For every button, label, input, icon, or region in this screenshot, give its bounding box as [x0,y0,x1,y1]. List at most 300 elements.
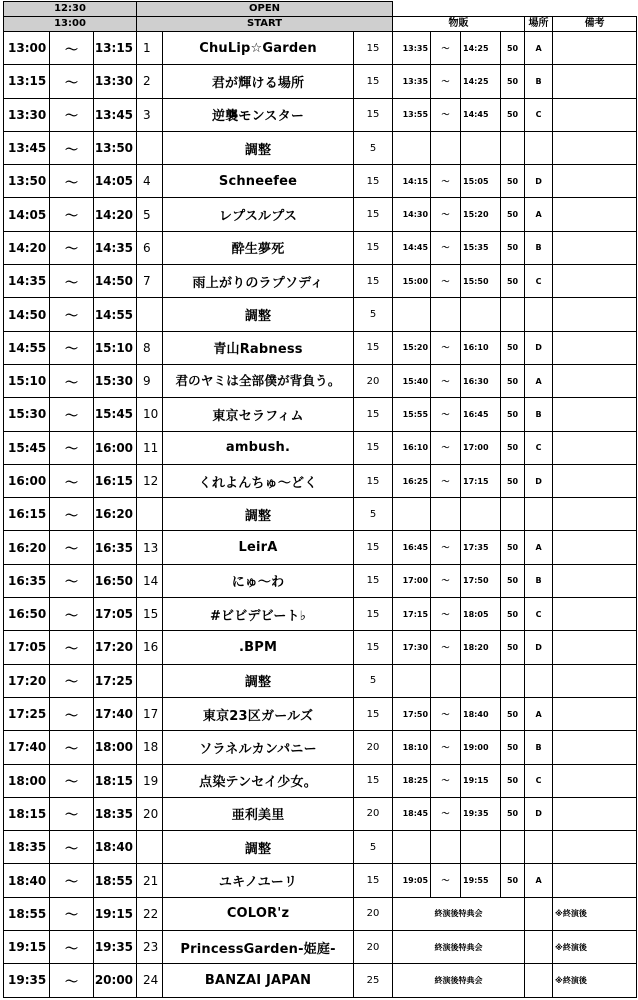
empty-cell [553,431,637,464]
row-duration: 15 [354,98,393,131]
row-start-time: 17:20 [4,664,50,697]
row-tilde: ～ [50,664,94,697]
row-start-time: 13:30 [4,98,50,131]
booth-place: D [525,797,553,830]
row-number: 21 [137,864,163,897]
empty-cell [461,831,501,864]
row-duration: 15 [354,697,393,730]
row-end-time: 16:20 [94,498,137,531]
row-number [137,298,163,331]
row-end-time: 17:20 [94,631,137,664]
empty-cell [553,631,637,664]
empty-cell [431,498,461,531]
act-name: 調整 [163,831,354,864]
row-duration: 20 [354,931,393,964]
empty-cell [525,498,553,531]
empty-cell [553,764,637,797]
empty-cell [553,864,637,897]
row-number: 14 [137,564,163,597]
act-name: ユキノユーリ [163,864,354,897]
row-tilde: ～ [50,431,94,464]
row-start-time: 13:00 [4,32,50,65]
row-tilde: ～ [50,65,94,98]
start-label: START [137,17,393,32]
booth-duration: 50 [501,731,525,764]
booth-duration: 50 [501,364,525,397]
row-duration: 20 [354,731,393,764]
empty-cell [501,498,525,531]
booth-start: 13:35 [393,65,431,98]
table-row [4,364,637,397]
booth-special: 終演後特典会 [393,897,525,930]
row-duration: 5 [354,131,393,164]
table-row [4,231,637,264]
act-name: 東京23区ガールズ [163,697,354,730]
booth-start: 13:35 [393,32,431,65]
table-row [4,498,637,531]
booth-end: 18:40 [461,697,501,730]
act-name: .BPM [163,631,354,664]
row-duration: 15 [354,531,393,564]
table-row [4,331,637,364]
start-row [4,17,637,32]
booth-start: 16:25 [393,464,431,497]
table-row [4,897,637,930]
row-end-time: 16:15 [94,464,137,497]
booth-duration: 50 [501,165,525,198]
booth-tilde: ～ [431,198,461,231]
booth-place: A [525,864,553,897]
booth-duration: 50 [501,265,525,298]
empty-cell [553,32,637,65]
act-name: Schneefee [163,165,354,198]
booth-duration: 50 [501,464,525,497]
booth-end: 15:35 [461,231,501,264]
booth-duration: 50 [501,98,525,131]
row-tilde: ～ [50,764,94,797]
timetable-body [4,2,637,998]
row-tilde: ～ [50,564,94,597]
booth-duration: 50 [501,631,525,664]
empty-cell [553,797,637,830]
empty-cell [553,831,637,864]
empty-cell [525,298,553,331]
booth-place: A [525,32,553,65]
row-tilde: ～ [50,131,94,164]
row-start-time: 17:25 [4,697,50,730]
empty-cell [525,931,553,964]
booth-end: 14:25 [461,65,501,98]
row-end-time: 14:55 [94,298,137,331]
row-start-time: 14:50 [4,298,50,331]
row-end-time: 14:20 [94,198,137,231]
empty-cell [525,897,553,930]
open-label: OPEN [137,2,393,17]
note-header: 備考 [553,17,637,32]
row-duration: 20 [354,897,393,930]
booth-duration: 50 [501,531,525,564]
row-number: 2 [137,65,163,98]
booth-duration: 50 [501,764,525,797]
row-start-time: 15:45 [4,431,50,464]
booth-start: 17:50 [393,697,431,730]
booth-end: 14:45 [461,98,501,131]
row-number [137,498,163,531]
empty-cell [553,198,637,231]
act-name: 逆襲モンスター [163,98,354,131]
row-duration: 15 [354,331,393,364]
table-row [4,797,637,830]
booth-place: C [525,598,553,631]
booth-place: B [525,231,553,264]
booth-place: A [525,198,553,231]
booth-tilde: ～ [431,331,461,364]
row-note: ※終演後 [553,964,637,997]
empty-cell [431,298,461,331]
row-start-time: 16:00 [4,464,50,497]
booth-place: A [525,531,553,564]
header-blank [393,2,637,17]
row-start-time: 13:15 [4,65,50,98]
booth-duration: 50 [501,65,525,98]
booth-start: 13:55 [393,98,431,131]
empty-cell [501,831,525,864]
booth-end: 19:55 [461,864,501,897]
table-row [4,664,637,697]
row-tilde: ～ [50,464,94,497]
empty-cell [501,298,525,331]
act-name: レプスルプス [163,198,354,231]
booth-start: 16:10 [393,431,431,464]
booth-end: 18:05 [461,598,501,631]
open-time: 12:30 [4,2,137,17]
row-number: 11 [137,431,163,464]
table-row [4,531,637,564]
booth-tilde: ～ [431,265,461,298]
table-row [4,131,637,164]
row-start-time: 14:55 [4,331,50,364]
act-name: 亜利美里 [163,797,354,830]
booth-start: 19:05 [393,864,431,897]
booth-tilde: ～ [431,364,461,397]
row-tilde: ～ [50,598,94,631]
booth-end: 16:30 [461,364,501,397]
row-start-time: 18:40 [4,864,50,897]
booth-duration: 50 [501,864,525,897]
booth-start: 17:30 [393,631,431,664]
empty-cell [553,364,637,397]
row-start-time: 19:35 [4,964,50,997]
row-duration: 5 [354,664,393,697]
row-tilde: ～ [50,165,94,198]
row-end-time: 13:45 [94,98,137,131]
row-duration: 25 [354,964,393,997]
row-start-time: 17:05 [4,631,50,664]
row-duration: 20 [354,797,393,830]
booth-tilde: ～ [431,231,461,264]
booth-place: A [525,697,553,730]
booth-end: 17:15 [461,464,501,497]
booth-tilde: ～ [431,464,461,497]
row-end-time: 15:30 [94,364,137,397]
row-end-time: 16:35 [94,531,137,564]
row-tilde: ～ [50,231,94,264]
booth-duration: 50 [501,231,525,264]
table-row [4,764,637,797]
row-end-time: 18:40 [94,831,137,864]
row-tilde: ～ [50,198,94,231]
empty-cell [525,664,553,697]
row-duration: 5 [354,298,393,331]
empty-cell [525,131,553,164]
empty-cell [553,664,637,697]
row-end-time: 13:15 [94,32,137,65]
row-number [137,131,163,164]
empty-cell [553,165,637,198]
booth-place: B [525,65,553,98]
table-row [4,631,637,664]
empty-cell [393,298,431,331]
booth-place: D [525,631,553,664]
row-start-time: 16:20 [4,531,50,564]
booth-tilde: ～ [431,431,461,464]
booth-tilde: ～ [431,98,461,131]
row-tilde: ～ [50,631,94,664]
row-tilde: ～ [50,32,94,65]
booth-place: C [525,764,553,797]
booth-start: 15:00 [393,265,431,298]
row-end-time: 13:50 [94,131,137,164]
act-name: BANZAI JAPAN [163,964,354,997]
empty-cell [553,398,637,431]
start-time: 13:00 [4,17,137,32]
row-start-time: 14:20 [4,231,50,264]
row-note: ※終演後 [553,931,637,964]
row-number: 4 [137,165,163,198]
row-duration: 20 [354,364,393,397]
row-end-time: 14:35 [94,231,137,264]
booth-tilde: ～ [431,598,461,631]
empty-cell [501,131,525,164]
booth-duration: 50 [501,431,525,464]
row-duration: 15 [354,764,393,797]
booth-tilde: ～ [431,65,461,98]
booth-duration: 50 [501,797,525,830]
row-tilde: ～ [50,797,94,830]
act-name: 調整 [163,498,354,531]
booth-start: 16:45 [393,531,431,564]
row-start-time: 13:45 [4,131,50,164]
row-number: 5 [137,198,163,231]
booth-start: 15:55 [393,398,431,431]
booth-end: 15:50 [461,265,501,298]
booth-end: 19:15 [461,764,501,797]
row-end-time: 14:05 [94,165,137,198]
row-duration: 15 [354,631,393,664]
row-duration: 15 [354,564,393,597]
booth-tilde: ～ [431,564,461,597]
table-row [4,165,637,198]
row-tilde: ～ [50,398,94,431]
row-tilde: ～ [50,831,94,864]
table-row [4,831,637,864]
empty-cell [553,464,637,497]
row-start-time: 15:30 [4,398,50,431]
empty-cell [553,498,637,531]
table-row [4,598,637,631]
booth-place: B [525,564,553,597]
act-name: 青山Rabness [163,331,354,364]
table-row [4,32,637,65]
act-name: ambush. [163,431,354,464]
row-number: 16 [137,631,163,664]
table-row [4,731,637,764]
empty-cell [553,731,637,764]
row-tilde: ～ [50,697,94,730]
booth-end: 17:00 [461,431,501,464]
row-duration: 15 [354,598,393,631]
booth-end: 17:35 [461,531,501,564]
row-number: 10 [137,398,163,431]
booth-start: 15:20 [393,331,431,364]
row-number: 23 [137,931,163,964]
act-name: ソラネルカンパニー [163,731,354,764]
booth-place: C [525,265,553,298]
row-number: 3 [137,98,163,131]
booth-start: 18:45 [393,797,431,830]
act-name: 点染テンセイ少女。 [163,764,354,797]
act-name: くれよんちゅ～どく [163,464,354,497]
table-row [4,398,637,431]
booth-duration: 50 [501,697,525,730]
row-number: 17 [137,697,163,730]
row-duration: 15 [354,198,393,231]
booth-end: 19:00 [461,731,501,764]
row-duration: 15 [354,464,393,497]
booth-tilde: ～ [431,864,461,897]
row-start-time: 15:10 [4,364,50,397]
row-tilde: ～ [50,864,94,897]
open-row [4,2,637,17]
row-tilde: ～ [50,897,94,930]
booth-start: 17:00 [393,564,431,597]
booth-duration: 50 [501,564,525,597]
act-name: 雨上がりのラプソディ [163,265,354,298]
row-tilde: ～ [50,265,94,298]
booth-duration: 50 [501,32,525,65]
row-number [137,831,163,864]
empty-cell [553,231,637,264]
act-name: LeirA [163,531,354,564]
row-end-time: 15:10 [94,331,137,364]
booth-tilde: ～ [431,797,461,830]
table-row [4,464,637,497]
row-duration: 15 [354,32,393,65]
booth-tilde: ～ [431,731,461,764]
act-name: 調整 [163,298,354,331]
row-tilde: ～ [50,731,94,764]
row-tilde: ～ [50,931,94,964]
row-number: 13 [137,531,163,564]
booth-special: 終演後特典会 [393,931,525,964]
booth-place: C [525,98,553,131]
act-name: 調整 [163,131,354,164]
empty-cell [501,664,525,697]
empty-cell [553,98,637,131]
act-name: 調整 [163,664,354,697]
row-tilde: ～ [50,531,94,564]
booth-place: B [525,398,553,431]
row-end-time: 20:00 [94,964,137,997]
row-number: 9 [137,364,163,397]
row-note: ※終演後 [553,897,637,930]
table-row [4,931,637,964]
booth-start: 18:25 [393,764,431,797]
row-tilde: ～ [50,298,94,331]
row-duration: 15 [354,864,393,897]
row-start-time: 18:15 [4,797,50,830]
row-start-time: 14:35 [4,265,50,298]
booth-tilde: ～ [431,697,461,730]
row-duration: 15 [354,231,393,264]
booth-duration: 50 [501,598,525,631]
row-duration: 15 [354,265,393,298]
row-end-time: 13:30 [94,65,137,98]
row-number: 8 [137,331,163,364]
booth-end: 14:25 [461,32,501,65]
booth-tilde: ～ [431,764,461,797]
row-number: 18 [137,731,163,764]
booth-tilde: ～ [431,398,461,431]
act-name: 酔生夢死 [163,231,354,264]
table-row [4,564,637,597]
table-row [4,65,637,98]
booth-end: 16:10 [461,331,501,364]
row-start-time: 17:40 [4,731,50,764]
empty-cell [461,664,501,697]
row-end-time: 18:35 [94,797,137,830]
booth-place: D [525,165,553,198]
row-start-time: 14:05 [4,198,50,231]
row-duration: 5 [354,831,393,864]
act-name: にゅ～わ [163,564,354,597]
booth-place: B [525,731,553,764]
empty-cell [553,564,637,597]
table-row [4,431,637,464]
table-row [4,98,637,131]
empty-cell [461,498,501,531]
row-tilde: ～ [50,98,94,131]
table-row [4,198,637,231]
row-number: 22 [137,897,163,930]
empty-cell [393,131,431,164]
empty-cell [393,831,431,864]
row-duration: 15 [354,165,393,198]
booth-start: 14:15 [393,165,431,198]
timetable [3,1,637,998]
row-tilde: ～ [50,498,94,531]
booth-duration: 50 [501,398,525,431]
row-number: 7 [137,265,163,298]
booth-start: 17:15 [393,598,431,631]
empty-cell [553,65,637,98]
booth-header: 物販 [393,17,525,32]
act-name: 君が輝ける場所 [163,65,354,98]
row-end-time: 19:15 [94,897,137,930]
booth-place: C [525,431,553,464]
booth-tilde: ～ [431,32,461,65]
table-row [4,697,637,730]
